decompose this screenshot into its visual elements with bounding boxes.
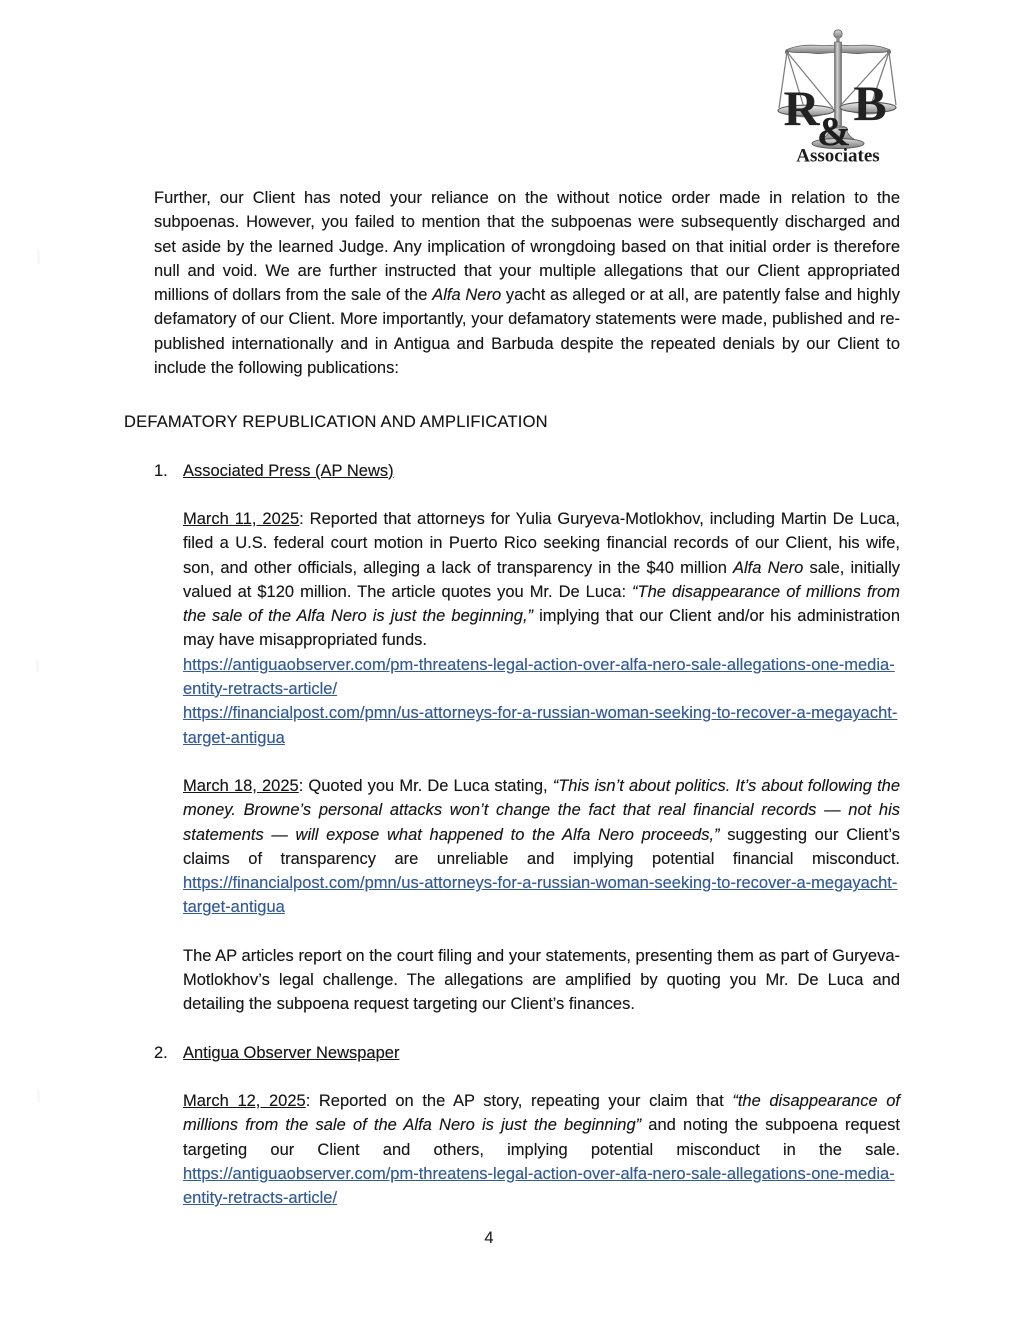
- item-2-paragraphs: [183, 1089, 900, 1210]
- paragraph-march-12: [183, 1089, 900, 1210]
- intro-paragraph: [154, 186, 900, 380]
- paragraph-ap-summary: [183, 944, 900, 1017]
- item-1-title: Associated Press (AP News): [183, 461, 394, 480]
- scan-artifact: [36, 660, 39, 672]
- text-segment: “This isn’t about politics. It’s about following the money. Browne’s personal attacks won’t change the fact that real financial records — not his statements — will expose what happened to the Alfa Nero proceeds,”: [183, 776, 901, 844]
- paragraph-march-18: [183, 774, 900, 920]
- item-1-paragraphs: [183, 507, 900, 1017]
- text-segment: : Quoted you Mr. De Luca stating,: [298, 776, 553, 795]
- text-segment: March 12, 2025: [183, 1091, 306, 1110]
- numbered-item-1: [154, 459, 900, 1017]
- logo-ampersand: &: [816, 108, 852, 154]
- logo-letter-b: B: [853, 75, 887, 131]
- text-segment: implying that our Client and/or his administration may have misappropriated funds.: [183, 607, 901, 650]
- text-segment: The AP articles report on the court filing and your statements, presenting them as part of Guryeva-Motlokhov’s legal challenge. The allegations are amplified by quoting you Mr. De Luca and detailing the subpoena request targeting our Client’s finances.: [183, 946, 900, 1014]
- item-2-title: Antigua Observer Newspaper: [183, 1043, 400, 1062]
- text-segment: : Reported that attorneys for Yulia Guryeva-Motlokhov, including Martin De Luca, filed a U.S. federal court motion in Puerto Rico seeking financial records of our Client, his wife, son, and other officials, alleging a lack of transparency in the $40 million: [183, 509, 900, 577]
- page-number: 4: [484, 1229, 494, 1247]
- logo-caption: Associates: [796, 145, 880, 166]
- letter-body: [124, 186, 901, 1234]
- text-segment: and noting the subpoena request targeting our Client and others, implying potential misconduct in the sale.: [183, 1116, 900, 1159]
- text-segment: “the disappearance of millions from the sale of the Alfa Nero is just the beginning”: [183, 1091, 900, 1135]
- hyperlink[interactable]: https://antiguaobserver.com/pm-threatens-legal-action-over-alfa-nero-sale-allegations-one-media-entity-retracts-article/: [183, 1164, 895, 1208]
- finial-knob: [834, 30, 842, 38]
- text-segment: suggesting our Client’s claims of transparency are unreliable and implying potential financial misconduct.: [183, 825, 900, 868]
- text-segment: March 11, 2025: [183, 509, 300, 528]
- text-segment: March 18, 2025: [183, 776, 299, 795]
- text-segment: Alfa Nero: [733, 558, 804, 577]
- text-segment: Further, our Client has noted your reliance on the without notice order made in relation to the subpoenas. However, you failed to mention that the subpoenas were subsequently discharged and set aside by the learned Judge. Any implication of wrongdoing based on that initial order is therefore null and void. We are further instructed that your multiple allegations that our Client appropriated millions of dollars from the sale of the: [154, 189, 900, 305]
- item-1-heading: [154, 459, 900, 483]
- logo-letter-r: R: [783, 80, 820, 136]
- item-2-heading: [154, 1041, 900, 1065]
- scan-artifact: [37, 250, 40, 264]
- section-heading: DEFAMATORY REPUBLICATION AND AMPLIFICATION: [124, 413, 548, 432]
- text-segment: “The disappearance of millions from the sale of the Alfa Nero is just the beginning,”: [183, 582, 900, 626]
- text-segment: : Reported on the AP story, repeating your claim that: [305, 1091, 733, 1110]
- hyperlink[interactable]: https://antiguaobserver.com/pm-threatens-legal-action-over-alfa-nero-sale-allegations-one-media-entity-retracts-article/: [183, 655, 895, 699]
- scan-artifact: [37, 1090, 40, 1103]
- text-segment: Alfa Nero: [432, 286, 502, 305]
- text-segment: sale, initially valued at $120 million. The article quotes you Mr. De Luca:: [183, 558, 901, 601]
- hyperlink[interactable]: https://financialpost.com/pmn/us-attorneys-for-a-russian-woman-seeking-to-recover-a-megayacht-target-antigua: [183, 704, 898, 747]
- scales-of-justice-icon: [777, 28, 897, 166]
- firm-logo: [777, 28, 897, 168]
- numbered-item-2: [154, 1041, 900, 1211]
- text-segment: yacht as alleged or at all, are patently false and highly defamatory of our Client. More importantly, your defamatory statements were made, published and re-published internationally and in Antigua and Barbuda despite the repeated denials by our Client to include the following publications:: [154, 286, 900, 378]
- paragraph-march-11: [183, 507, 900, 750]
- item-1-number: 1.: [154, 461, 168, 480]
- hyperlink[interactable]: https://financialpost.com/pmn/us-attorneys-for-a-russian-woman-seeking-to-recover-a-megayacht-target-antigua: [183, 874, 898, 917]
- item-2-number: 2.: [154, 1043, 168, 1062]
